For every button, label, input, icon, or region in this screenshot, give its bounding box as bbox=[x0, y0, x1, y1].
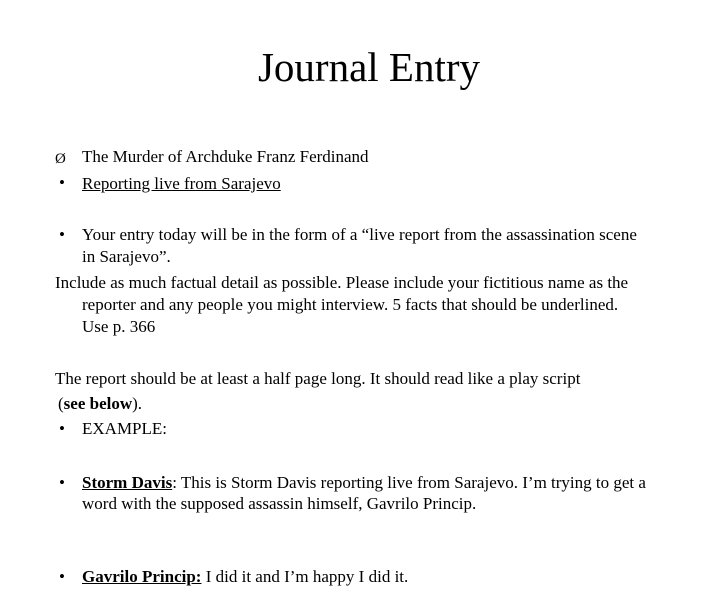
topic-line: The Murder of Archduke Franz Ferdinand bbox=[82, 147, 369, 166]
report-paren-open: ( bbox=[58, 394, 64, 413]
princip-line bbox=[82, 566, 408, 588]
example-label: EXAMPLE: bbox=[82, 419, 167, 438]
storm-colon: : bbox=[172, 473, 177, 492]
storm-davis-line-2: word with the supposed assassin himself, Gavrilo Princip. bbox=[82, 494, 477, 513]
see-below-text: see below bbox=[63, 394, 133, 413]
princip-text: I did it and I’m happy I did it. bbox=[201, 567, 409, 586]
report-paren-close: ). bbox=[132, 394, 143, 413]
instruction-line-2: in Sarajevo”. bbox=[82, 247, 171, 266]
bullet-icon: • bbox=[59, 225, 65, 244]
instruction-line-3: Include as much factual detail as possible. Please include your fictitious name as the bbox=[55, 273, 629, 292]
page-title: Journal Entry bbox=[257, 44, 481, 90]
bullet-icon: • bbox=[59, 473, 65, 492]
instruction-line-1: Your entry today will be in the form of a “live report from the assassination scene bbox=[82, 225, 637, 244]
subtitle-line: Reporting live from Sarajevo bbox=[82, 174, 281, 193]
bullet-icon: • bbox=[59, 419, 65, 438]
instruction-line-4: reporter and any people you might interview. 5 facts that should be underlined. bbox=[82, 295, 619, 314]
report-line-2 bbox=[58, 393, 142, 415]
arrow-bullet-icon: Ø bbox=[55, 151, 66, 167]
instruction-line-5: Use p. 366 bbox=[82, 317, 156, 336]
bullet-icon: • bbox=[59, 567, 65, 586]
bullet-icon: • bbox=[59, 173, 65, 192]
speaker-storm-davis: Storm Davis bbox=[82, 473, 173, 492]
storm-text: This is Storm Davis reporting live from Sarajevo. I’m trying to get a bbox=[176, 473, 646, 492]
storm-davis-line-1 bbox=[82, 472, 646, 494]
report-line-1: The report should be at least a half page long. It should read like a play script bbox=[55, 369, 581, 388]
speaker-gavrilo-princip: Gavrilo Princip: bbox=[82, 567, 202, 586]
